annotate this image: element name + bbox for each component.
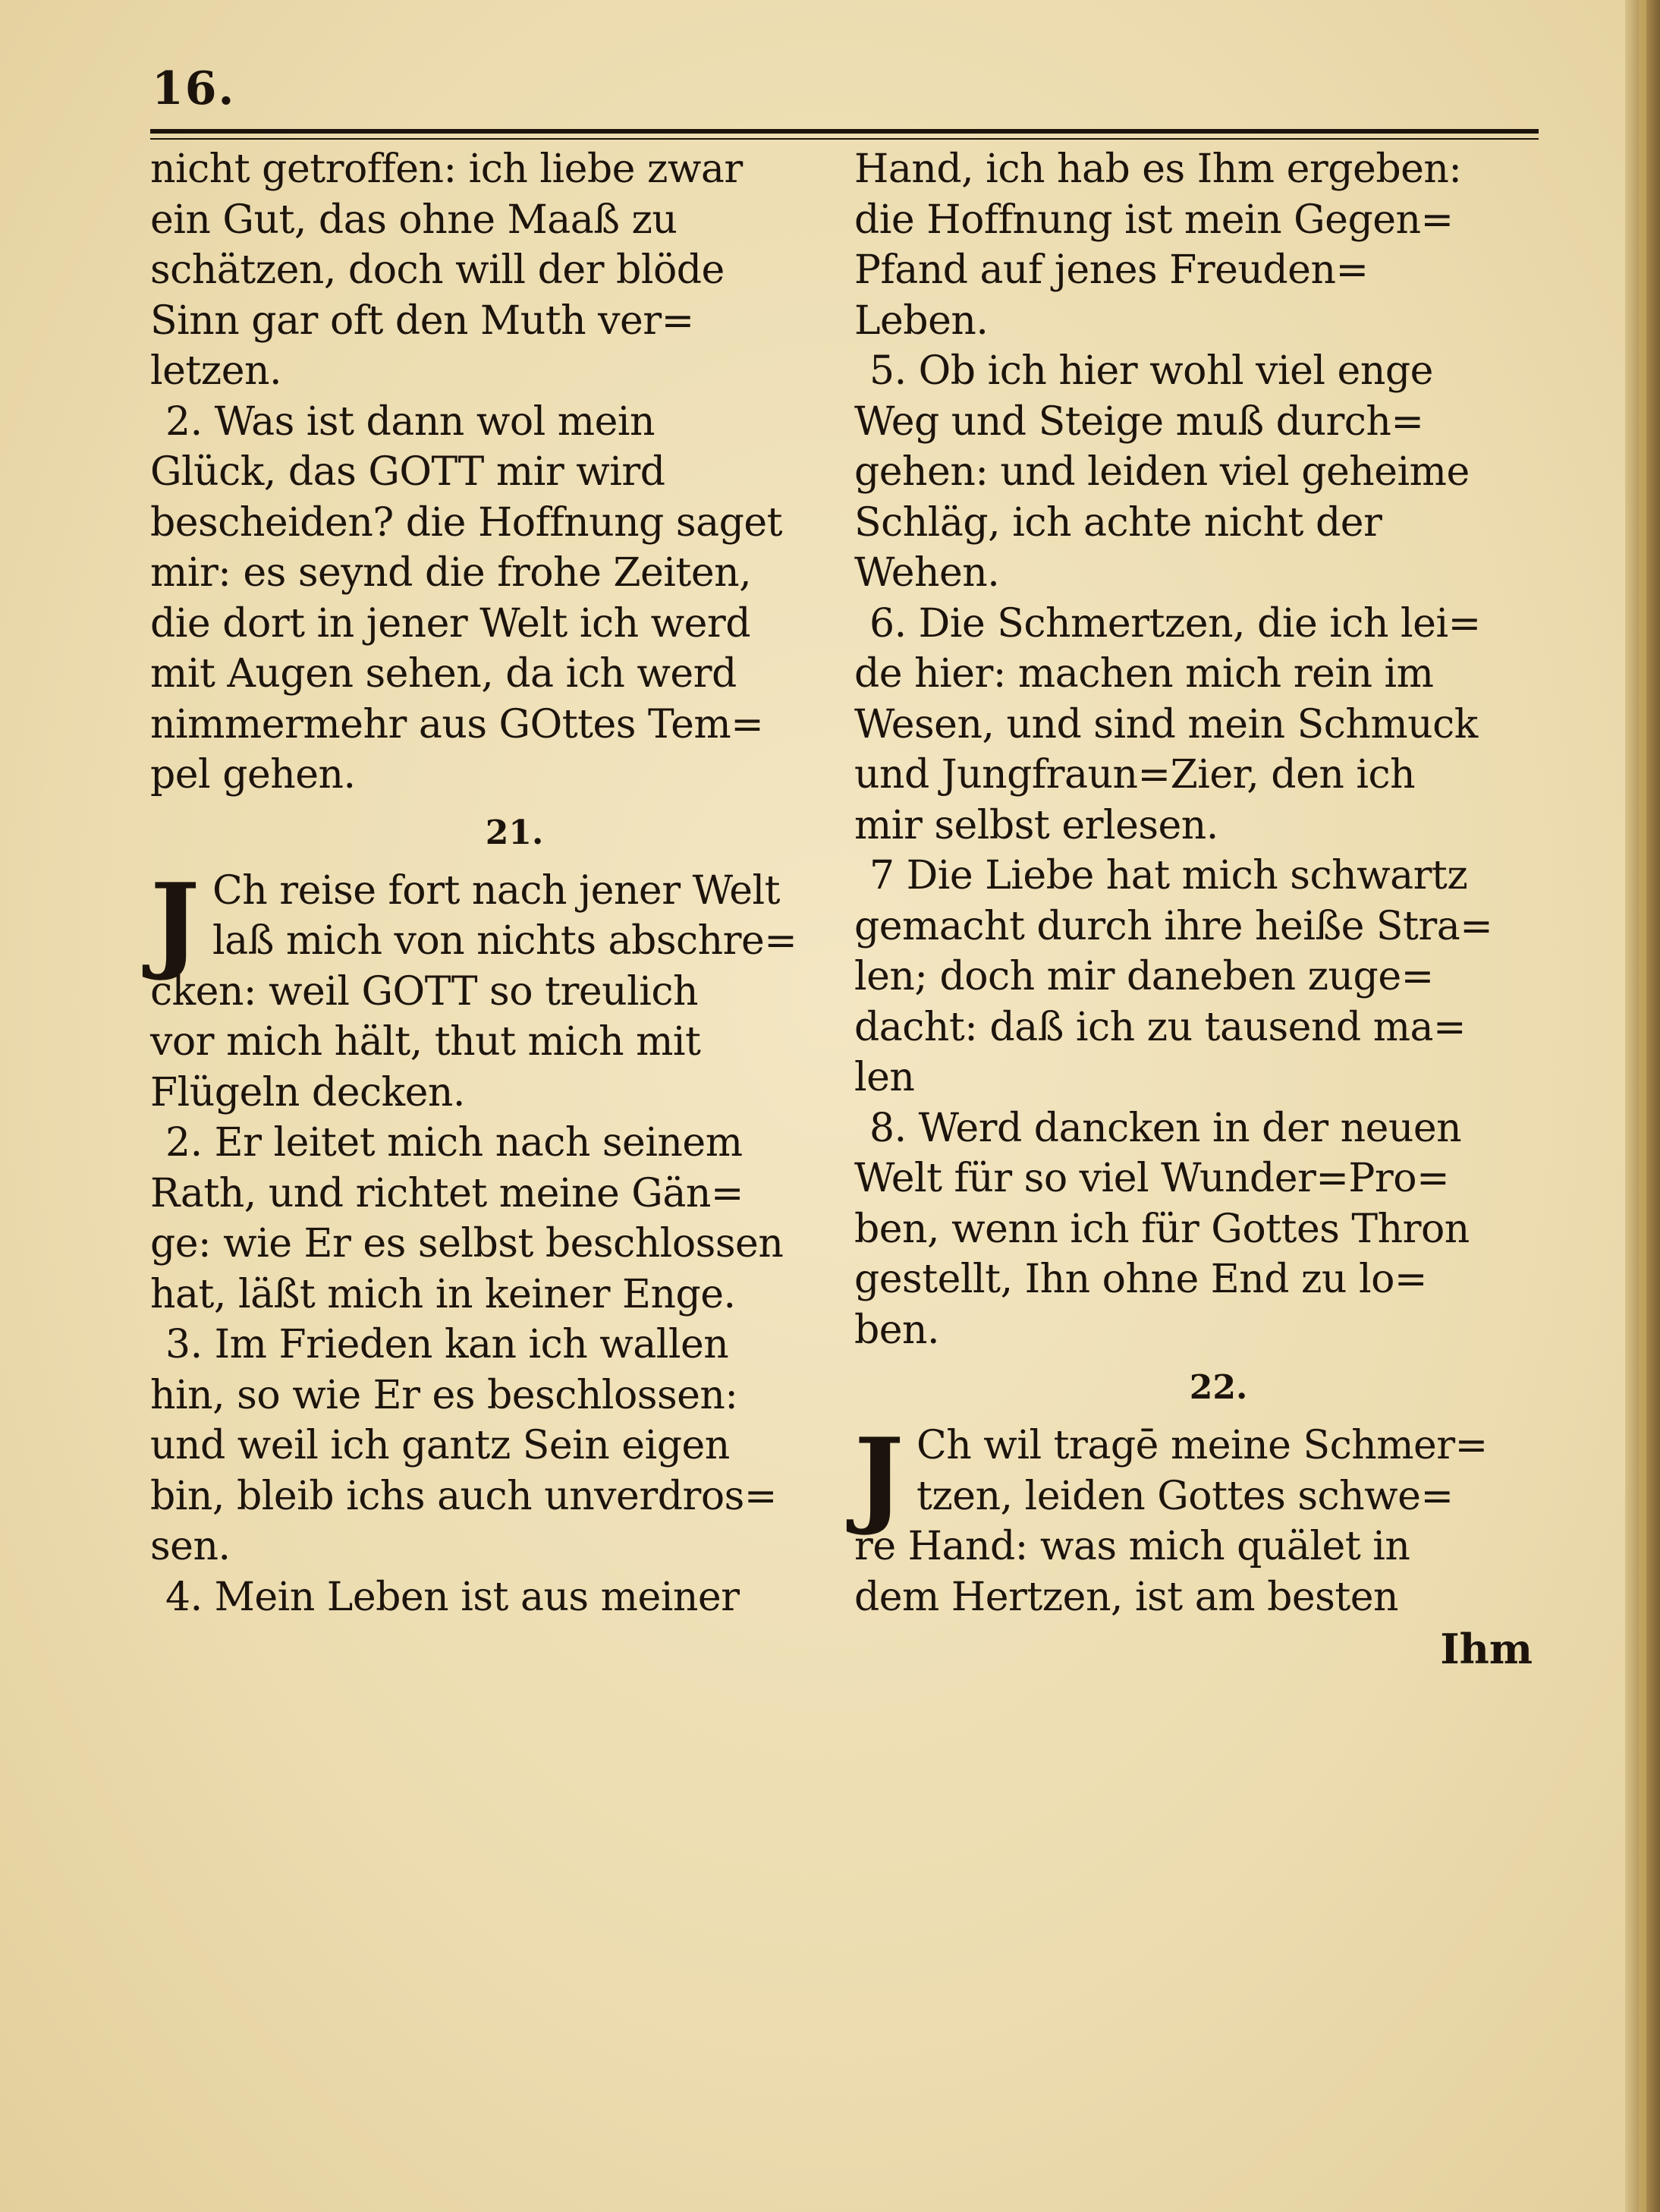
hymn-second-line: [854, 1471, 1537, 1522]
text-line: Wehen.: [854, 550, 1000, 596]
verse-start-line: 2. Was ist dann wol mein: [165, 398, 656, 445]
verse-start-line: 8. Werd dancken in der neuen: [869, 1105, 1462, 1151]
text-line: dacht: daß ich zu tausend ma=: [854, 1004, 1467, 1050]
text-line: schätzen, doch will der blöde: [150, 247, 725, 293]
text-line: bescheiden? die Hoffnung saget: [150, 499, 783, 546]
text-line: Schläg, ich achte nicht der: [854, 499, 1382, 546]
text-line: Rath, und richtet meine Gän=: [150, 1170, 744, 1216]
text-line: pel gehen.: [150, 752, 356, 798]
text-line: hin, so wie Er es beschlossen:: [150, 1372, 738, 1418]
drop-cap: J: [150, 859, 200, 983]
text-line: mir: es seynd die frohe Zeiten,: [150, 550, 752, 596]
text-line: vor mich hält, thut mich mit: [150, 1019, 701, 1065]
text-line: Pfand auf jenes Freuden=: [854, 247, 1369, 293]
verse-start-line: 5. Ob ich hier wohl viel enge: [869, 348, 1433, 394]
hymn-second-line: [150, 916, 833, 967]
text-line: Leben.: [854, 297, 989, 344]
hymn-number: 22.: [1189, 1368, 1248, 1407]
left-column: [150, 144, 833, 1622]
text-line: len; doch mir daneben zuge=: [854, 954, 1434, 999]
text-line: hat, läßt mich in keiner Enge.: [150, 1271, 736, 1317]
text-line: letzen.: [150, 348, 281, 394]
text-line: und Jungfraun=Zier, den ich: [854, 752, 1416, 798]
text-line: Wesen, und sind mein Schmuck: [854, 701, 1478, 747]
text-line: gestellt, Ihn ohne End zu lo=: [854, 1257, 1427, 1302]
text-line: ge: wie Er es selbst beschlossen: [150, 1221, 784, 1266]
hymn-first-line-text: Ch wil tragē meine Schmer=: [916, 1423, 1488, 1468]
page-number: 16.: [152, 62, 236, 115]
text-line: Weg und Steige muß durch=: [854, 398, 1424, 445]
verse-start-line: 2. Er leitet mich nach seinem: [165, 1120, 743, 1166]
verse-start-line: 7 Die Liebe hat mich schwartz: [869, 853, 1468, 898]
text-line: gehen: und leiden viel geheime: [854, 449, 1470, 495]
hymn-number: 21.: [485, 813, 544, 852]
text-line: de hier: machen mich rein im: [854, 651, 1434, 697]
verse-start-line: 6. Die Schmertzen, die ich lei=: [869, 600, 1481, 647]
verse-start-line: 4. Mein Leben ist aus meiner: [165, 1574, 740, 1620]
text-line: Glück, das GOTT mir wird: [150, 449, 665, 495]
page-edge-strip: [1639, 0, 1646, 2212]
right-column: [854, 144, 1537, 1676]
text-line: dem Hertzen, ist am besten: [854, 1574, 1398, 1620]
hymn-second-line-text: laß mich von nichts abschre=: [212, 918, 797, 964]
hymn-first-line-text: Ch reise fort nach jener Welt: [212, 867, 781, 914]
text-line: und weil ich gantz Sein eigen: [150, 1423, 730, 1468]
text-line: die dort in jener Welt ich werd: [150, 600, 751, 647]
drop-cap: J: [854, 1414, 904, 1538]
text-line: sen.: [150, 1524, 231, 1569]
text-line: Welt für so viel Wunder=Pro=: [854, 1156, 1450, 1201]
catchword: Ihm: [1440, 1625, 1533, 1673]
text-line: ben, wenn ich für Gottes Thron: [854, 1206, 1470, 1252]
hymn-second-line-text: tzen, leiden Gottes schwe=: [916, 1473, 1454, 1519]
text-line: re Hand: was mich quälet in: [854, 1524, 1410, 1569]
text-line: len: [854, 1055, 915, 1100]
text-line: mir selbst erlesen.: [854, 802, 1218, 848]
text-line: ben.: [854, 1307, 940, 1353]
text-line: ein Gut, das ohne Maaß zu: [150, 197, 678, 243]
text-line: nimmermehr aus GOttes Tem=: [150, 701, 764, 747]
text-line: bin, bleib ichs auch unverdros=: [150, 1473, 777, 1519]
text-line: Hand, ich hab es Ihm ergeben:: [854, 146, 1462, 192]
text-line: Sinn gar oft den Muth ver=: [150, 297, 694, 344]
verse-start-line: 3. Im Frieden kan ich wallen: [165, 1322, 729, 1367]
text-line: Flügeln decken.: [150, 1069, 465, 1115]
header-rule: [150, 129, 1539, 140]
text-line: gemacht durch ihre heiße Stra=: [854, 903, 1493, 949]
text-line: nicht getroffen: ich liebe zwar: [150, 146, 743, 192]
text-line: die Hoffnung ist mein Gegen=: [854, 197, 1454, 243]
text-line: mit Augen sehen, da ich werd: [150, 651, 737, 697]
text-line: cken: weil GOTT so treulich: [150, 968, 698, 1015]
